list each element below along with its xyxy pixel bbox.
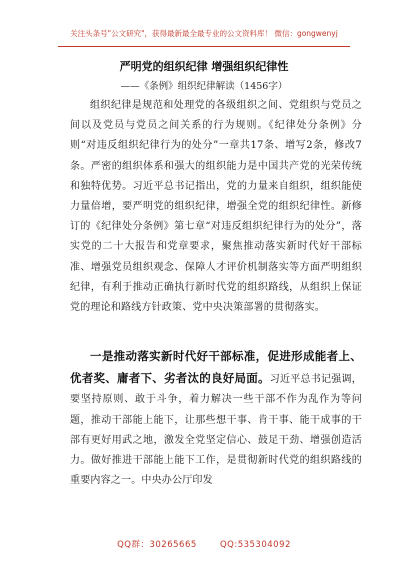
footer-contact [0,538,408,550]
promo-header-text: 关注头条号"公文研究"，获得最新最全最专业的公文资料库！ 微信：gongwenyj [70,29,338,38]
document-title: 严明党的组织纪律 增强组织纪律性 [119,60,289,73]
footer-qq: QQ:535304092 [219,540,291,550]
paragraph-intro: 组织纪律是规范和处理党的各级组织之间、党组织与党员之间以及党员与党员之间关系的行为规则。《纪律处分条例》分则“对违反组织纪律行为的处分”一章共17条、增写2条，修改7条。严密的组织体系和强大的组织能力是中国共产党的光荣传统和独特优势。习近平总书记指出，党的力量来自组织，组织能使力量倍增，要严明党的组织纪律，增强全党的组织纪律性。新修订的《纪律处分条例》第七章“对违反组织纪律行为的处分”，落实党的二十大报告和党章要求，聚焦推动落实新时代好干部标准、增强党员组织观念、保障人才评价机制落实等方面严明组织纪律，有利于推动正确执行新时代党的组织路线，从组织上保证党的理论和路线方针政策、党中央决策部署的贯彻落实。 [70,100,362,314]
footer-qq-group: QQ群：30265665 [117,540,197,550]
section-1-heading: 一是推动落实新时代好干部标准，促进形成能者上、优者奖、庸者下、劣者汰的良好局面。 [70,349,362,386]
paragraph-section-1 [70,346,362,491]
document-subtitle: ——《条例》组织纪律解读（1456字） [120,81,288,92]
header-divider [58,46,350,47]
section-1-body: 习近平总书记强调，要坚持原则、敢于斗争，着力解决一些干部不作为乱作为等问题，推动干部能上能下，让那些想干事、肯干事、能干成事的干部有更好用武之地，激发全党坚定信心、鼓足干劲、增强创造活力。做好推进干部能上能下工作，是贯彻新时代党的组织路线的重要内容之一。中央办公厅印发 [70,374,362,487]
